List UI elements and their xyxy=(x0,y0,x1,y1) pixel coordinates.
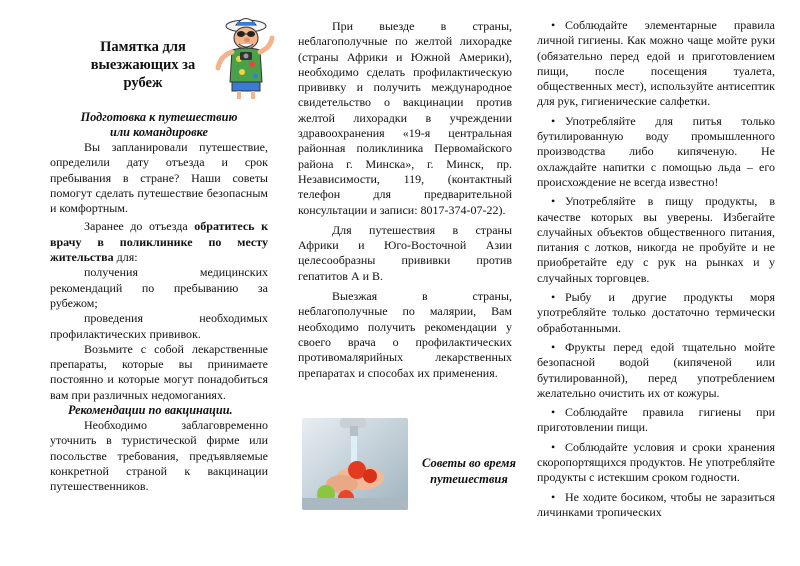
list-item xyxy=(537,490,775,521)
list-item xyxy=(537,405,775,436)
list-item xyxy=(537,194,775,286)
bullet-icon: • xyxy=(551,489,556,504)
bullet-icon: • xyxy=(551,339,556,354)
section-heading-travel-tips: Советы во время путешествия xyxy=(422,456,516,486)
tip-text: Соблюдайте условия и сроки хранения скоропортящихся продуктов. Не употребляйте продукты с истекшим сроком годности. xyxy=(537,439,775,485)
paragraph-yellow-fever: При выезде в страны, неблагополучные по желтой лихорадке (страны Африки и Южной Америки), необходимо сделать профилактическую прививку и получить международное свидетельство о вакцинации против желтой лихорадки в учреждении здравоохранения «19-я центральная районная поликлиника Первомайского района г. Минска», г. Минск, пр. Независимости, 119, (контактный телефон для предварительной консультации и записи: 8017-374-07-22). xyxy=(298,19,512,217)
paragraph-vaccination-requirements: Необходимо заблаговременно уточнить в туристической фирме или посольстве требования, предъявляемые конкретной страной к вакцинации путешественников. xyxy=(50,418,268,494)
tip-text: Рыбу и другие продукты моря употребляйте только достаточно термически обработанными. xyxy=(537,290,775,335)
tip-text: Соблюдайте элементарные правила личной гигиены. Как можно чаще мойте руки (обязательно перед едой и приготовлением пищи, после посещения туалета, общественных мест), используйте антисептик для рук, гигиенические салфетки. xyxy=(537,18,775,109)
paragraph-intro: Вы запланировали путешествие, определили дату отъезда и срок пребывания в стране? Наши советы помогут сделать путешествие безопасным и комфортным. xyxy=(50,140,268,216)
bullet-icon: • xyxy=(551,290,556,305)
paragraph-medicines: Возьмите с собой лекарственные препараты, которые вы принимаете постоянно и которые могут понадобиться вам при различных недомоганиях. xyxy=(50,341,268,402)
middle-column xyxy=(298,0,512,381)
washing-fruit-under-tap-photo xyxy=(302,418,408,510)
paragraph-recommendations: получения медицинских рекомендаций по пребыванию за рубежом; xyxy=(50,265,268,310)
list-item xyxy=(537,440,775,486)
list-item xyxy=(537,340,775,401)
paragraph-see-doctor xyxy=(50,219,268,265)
text-fragment: для: xyxy=(113,250,138,265)
bullet-icon: • xyxy=(551,439,556,454)
tip-text: Фрукты перед едой тщательно мойте безопасной водой (кипяченой или бутилированной), перед употреблением желательно очистить их от кожуры. xyxy=(537,339,775,400)
paragraph-hepatitis: Для путешествия в страны Африки и Юго-Восточной Азии целесообразны прививки против гепатитов А и В. xyxy=(298,222,512,283)
tip-text: Употребляйте для питья только бутилированную воду промышленного производства либо кипяченую. Не охлаждайте напитки с помощью льда – его происхождение не всегда известно! xyxy=(537,113,775,189)
bullet-icon: • xyxy=(551,194,556,209)
list-item xyxy=(537,114,775,190)
tips-list xyxy=(537,18,775,520)
bullet-icon: • xyxy=(551,113,556,128)
left-column xyxy=(50,0,268,495)
heading-line-1: Подготовка к путешествию xyxy=(80,110,238,124)
tip-text: Соблюдайте правила гигиены при приготовлении пищи. xyxy=(537,405,775,435)
emphasis-see-doctor: обратитесь к врачу в поликлинике по месту жительства xyxy=(50,219,268,265)
bullet-icon: • xyxy=(551,18,556,32)
list-item xyxy=(537,290,775,336)
right-column xyxy=(537,0,775,524)
paragraph-malaria: Выезжая в страны, неблагополучные по малярии, Вам необходимо получить рекомендации у своего врача о профилактических противомалярийных лекарственных препаратах и способах их применения. xyxy=(298,289,512,380)
list-item xyxy=(537,18,775,110)
tip-text: Не ходите босиком, чтобы не заразиться личинками тропических xyxy=(537,489,775,519)
brochure-title: Памятка для выезжающих за рубеж xyxy=(90,39,196,91)
section-heading-preparation xyxy=(50,110,268,140)
heading-line-2: или командировке xyxy=(110,125,208,139)
text-fragment: Заранее до отъезда xyxy=(84,219,195,234)
section-heading-vaccination: Рекомендации по вакцинации. xyxy=(68,403,233,418)
bullet-icon: • xyxy=(551,405,556,420)
paragraph-vaccinations: проведения необходимых профилактических прививок. xyxy=(50,311,268,341)
tip-text: Употребляйте в пищу продукты, в качестве которых вы уверены. Избегайте случайных объектов общественного питания, питания с лотков, никогда не пробуйте и не приобретайте еду с рук на рынках и у случайных торговцев. xyxy=(537,194,775,285)
